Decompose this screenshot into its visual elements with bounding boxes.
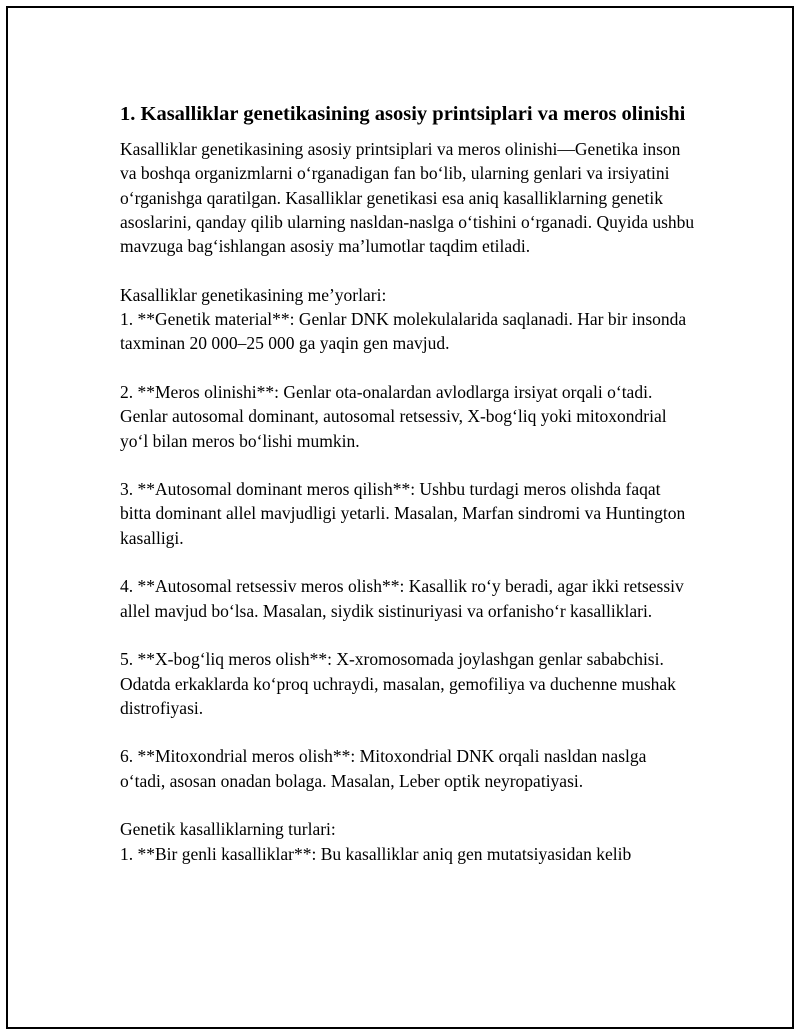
document-body: [120, 101, 695, 866]
list-item-autosomal-dominant: 3. **Autosomal dominant meros qilish**: Ushbu turdagi meros olishda faqat bitta dominant allel mavjudligi yetarli. Masalan, Marfan sindromi va Huntington kasalligi.: [120, 479, 686, 548]
list-item-inheritance: 2. **Meros olinishi**: Genlar ota-onalardan avlodlarga irsiyat orqali o‘tadi. Genlar autosomal dominant, autosomal retsessiv, X-bog‘liq yoki mitoxondrial yo‘l bilan meros bo‘lishi mumkin.: [120, 381, 667, 451]
paragraph-spacer: [120, 720, 695, 744]
list-item-single-gene: 1. **Bir genli kasalliklar**: Bu kasalliklar aniq gen mutatsiyasidan kelib: [120, 843, 632, 864]
paragraph-spacer: [120, 453, 695, 477]
paragraph-spacer: [120, 258, 695, 282]
intro-paragraph: Kasalliklar genetikasining asosiy printsiplari va meros olinishi—Genetika inson va boshqa organizmlarni o‘rganadigan fan bo‘lib, ularning genlari va irsiyatini o‘rganishga qaratilgan. Kasalliklar genetikasi esa aniq kasalliklarning genetik asoslarini, qanday qilib ularning nasldan-naslga o‘tishini o‘rganadi. Quyida ushbu mavzuga bag‘ishlangan asosiy ma’lumotlar taqdim etiladi.: [120, 139, 695, 257]
list-item-x-linked: 5. **X-bog‘liq meros olish**: X-xromosomada joylashgan genlar sababchisi. Odatda erkaklarda ko‘proq uchraydi, masalan, gemofiliya va duchenne mushak distrofiyasi.: [120, 649, 676, 718]
paragraph-spacer: [120, 550, 695, 574]
list-item-autosomal-recessive: 4. **Autosomal retsessiv meros olish**: Kasallik ro‘y beradi, agar ikki retsessiv allel mavjud bo‘lsa. Masalan, siydik sistinuriyasi va orfanisho‘r kasalliklari.: [120, 576, 684, 621]
list-item-genetic-material: 1. **Genetik material**: Genlar DNK molekulalarida saqlanadi. Har bir insonda taxminan 20 000–25 000 ga yaqin gen mavjud.: [120, 309, 687, 354]
section-heading-disease-types: Genetik kasalliklarning turlari:: [120, 819, 336, 840]
paragraph-spacer: [120, 623, 695, 647]
list-item-mitochondrial: 6. **Mitoxondrial meros olish**: Mitoxondrial DNK orqali nasldan naslga o‘tadi, asosan onadan bolaga. Masalan, Leber optik neyropatiyasi.: [120, 746, 647, 791]
section-heading-criteria: Kasalliklar genetikasining me’yorlari:: [120, 284, 387, 305]
document-page: [6, 6, 794, 1029]
paragraph-spacer: [120, 356, 695, 380]
paragraph-spacer: [120, 793, 695, 817]
document-title: 1. Kasalliklar genetikasining asosiy printsiplari va meros olinishi: [120, 103, 686, 125]
